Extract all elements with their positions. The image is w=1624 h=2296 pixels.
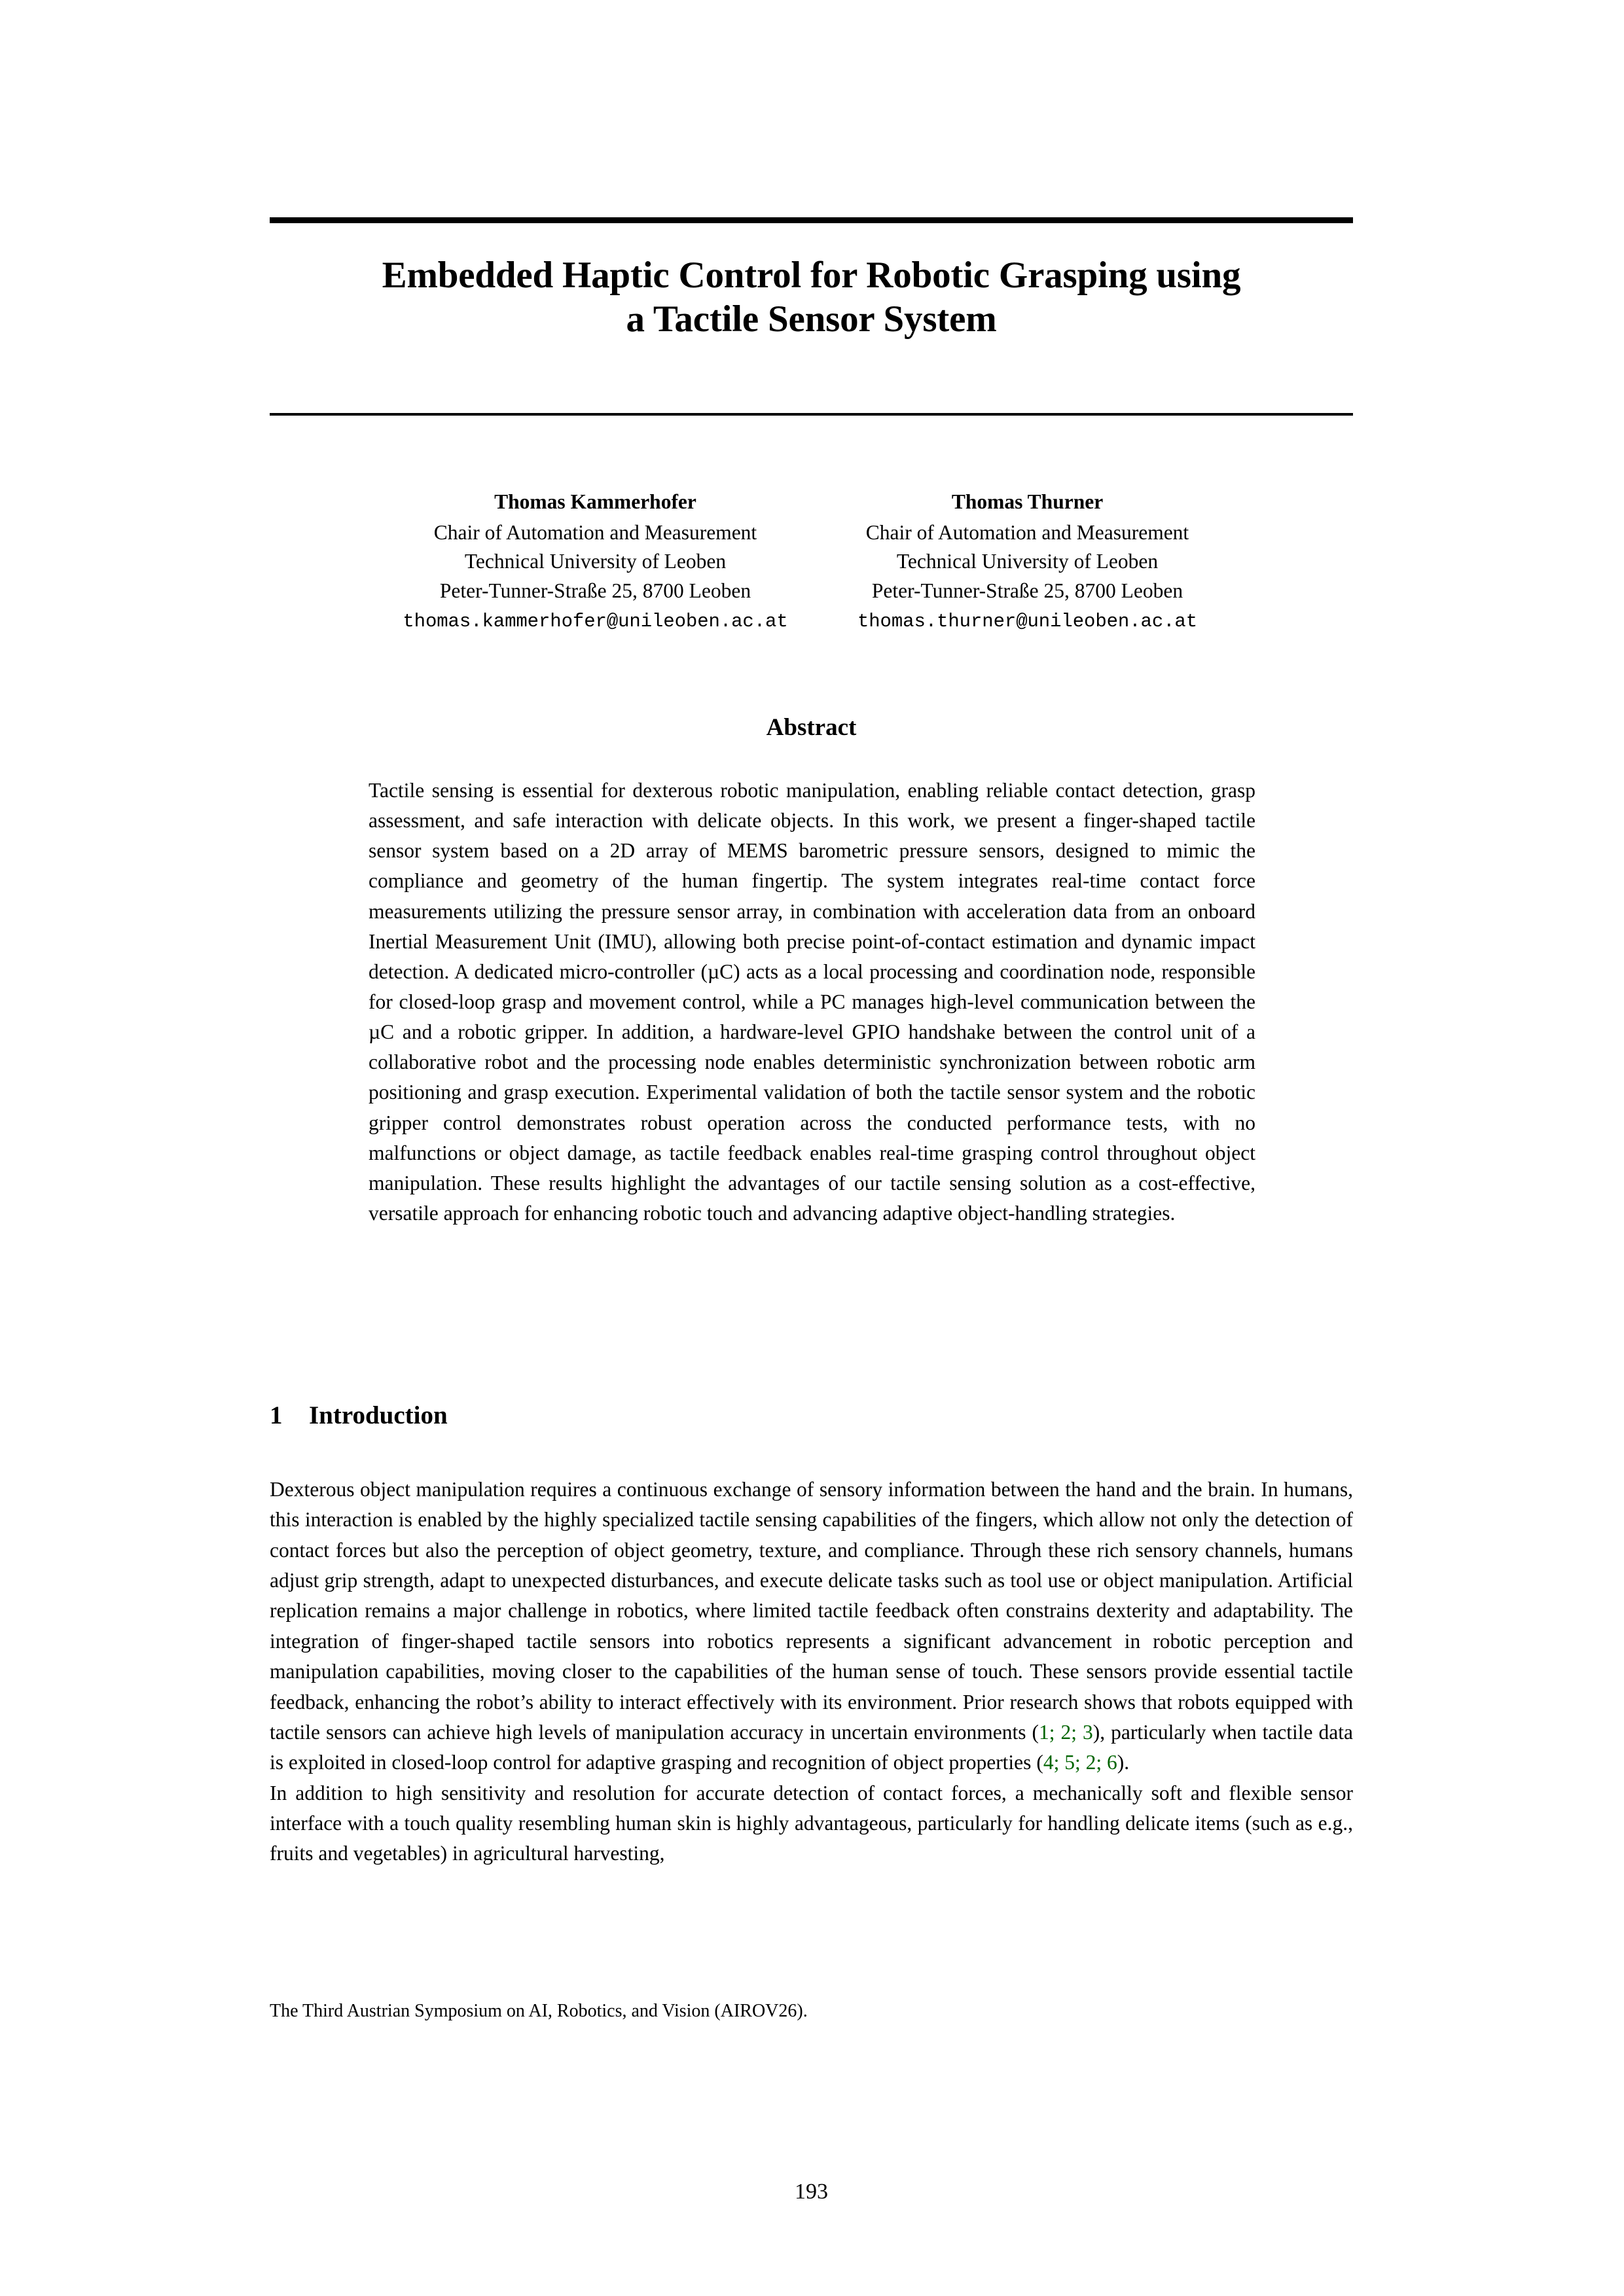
author-address: Peter-Tunner-Straße 25, 8700 Leoben: [439, 579, 751, 603]
page-number: 193: [795, 2179, 828, 2204]
author-email[interactable]: thomas.thurner@unileoben.ac.at: [857, 610, 1198, 632]
author-email[interactable]: thomas.kammerhofer@unileoben.ac.at: [403, 610, 788, 632]
title-top-rule: [270, 217, 1353, 223]
author-affiliation: Chair of Automation and Measurement: [865, 520, 1189, 544]
paragraph-1: [270, 1475, 1353, 1778]
page-title: [270, 254, 1353, 341]
paragraph-1-text-a: Dexterous object manipulation requires a continuous exchange of sensory information between the hand and the brain. In humans, this interaction is enabled by the highly specialized tactile sensing capabilities of the fingers, which allow not only the detection of contact forces but also the perception of object geometry, texture, and compliance. Through these rich sensory channels, humans adjust grip strength, adapt to unexpected disturbances, and execute delicate tasks such as tool use or object manipulation. Artificial replication remains a major challenge in robotics, where limited tactile feedback often constrains dexterity and adaptability. The integration of finger-shaped tactile sensors into robotics represents a significant advancement in robotic perception and manipulation capabilities, moving closer to the capabilities of the human sense of touch. These sensors provide essential tactile feedback, enhancing the robot’s ability to interact effectively with its environment. Prior research shows that robots equipped with tactile sensors can achieve high levels of manipulation accuracy in uncertain environments: [270, 1478, 1353, 1744]
author-column-2: [812, 488, 1244, 635]
author-affiliation: Chair of Automation and Measurement: [433, 520, 757, 544]
footnote: The Third Austrian Symposium on AI, Robotics, and Vision (AIROV26).: [270, 2001, 808, 2021]
abstract-heading: Abstract: [766, 714, 857, 741]
citation-refs-1[interactable]: 1; 2; 3: [1039, 1720, 1093, 1744]
author-block: [270, 488, 1353, 635]
section-number: 1: [270, 1401, 283, 1429]
title-line-2: a Tactile Sensor System: [626, 298, 997, 340]
section-heading-introduction: [270, 1401, 448, 1430]
paragraph-1-text-c: .: [1124, 1751, 1130, 1774]
author-name: Thomas Thurner: [951, 490, 1104, 513]
citation-group-2[interactable]: (4; 5; 2; 6): [1036, 1751, 1125, 1774]
author-institution: Technical University of Leoben: [896, 550, 1159, 573]
paper-page: [270, 0, 1353, 2296]
author-institution: Technical University of Leoben: [464, 550, 727, 573]
section-title: Introduction: [309, 1401, 448, 1429]
citation-group-1[interactable]: (1; 2; 3): [1032, 1720, 1100, 1744]
citation-refs-2[interactable]: 4; 5; 2; 6: [1043, 1751, 1117, 1774]
author-column-1: [380, 488, 812, 635]
author-name: Thomas Kammerhofer: [494, 490, 696, 513]
abstract-body: Tactile sensing is essential for dexterous robotic manipulation, enabling reliable contact detection, grasp assessment, and safe interaction with delicate objects. In this work, we present a finger-shaped tactile sensor system based on a 2D array of MEMS barometric pressure sensors, designed to mimic the compliance and geometry of the human fingertip. The system integrates real-time contact force measurements utilizing the pressure sensor array, in combination with acceleration data from an onboard Inertial Measurement Unit (IMU), allowing both precise point-of-contact estimation and dynamic impact detection. A dedicated micro-controller (µC) acts as a local processing and coordination node, responsible for closed-loop grasp and movement control, while a PC manages high-level communication between the µC and a robotic gripper. In addition, a hardware-level GPIO handshake between the control unit of a collaborative robot and the processing node enables deterministic synchronization between robotic arm positioning and grasp execution. Experimental validation of both the tactile sensor system and the robotic gripper control demonstrates robust operation across the conducted performance tests, with no malfunctions or object damage, as tactile feedback enables real-time grasping control throughout object manipulation. These results highlight the advantages of our tactile sensing solution as a cost-effective, versatile approach for enhancing robotic touch and advancing adaptive object-handling strategies.: [369, 779, 1255, 1225]
title-line-1: Embedded Haptic Control for Robotic Grasping using: [382, 255, 1241, 296]
paragraph-1-text-b: , particularly when tactile data is exploited in closed-loop control for adaptive grasping and recognition of object properties: [270, 1720, 1353, 1774]
introduction-body: [270, 1475, 1353, 1869]
paragraph-2: In addition to high sensitivity and resolution for accurate detection of contact forces, a mechanically soft and flexible sensor interface with a touch quality resembling human skin is highly advantageous, particularly for handling delicate items (such as e.g., fruits and vegetables) in agricultural harvesting,: [270, 1781, 1353, 1865]
title-bottom-rule: [270, 413, 1353, 416]
author-address: Peter-Tunner-Straße 25, 8700 Leoben: [871, 579, 1183, 603]
